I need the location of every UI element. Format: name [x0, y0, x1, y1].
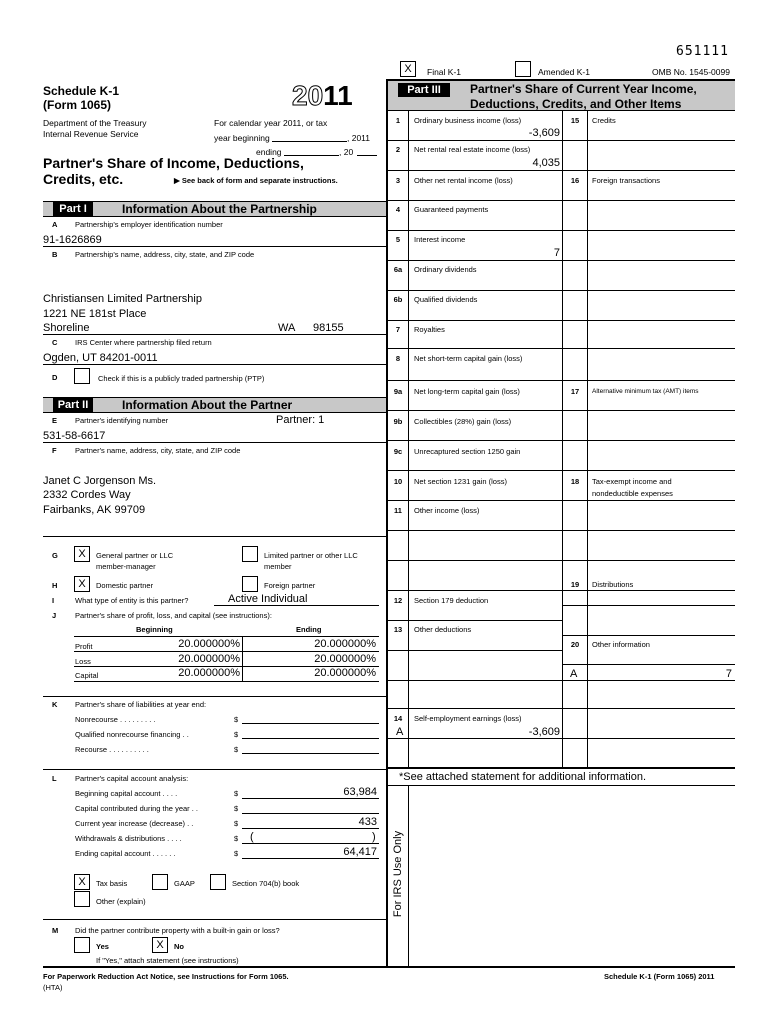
partner-street[interactable]: 2332 Cordes Way — [43, 489, 131, 501]
sec704-checkbox[interactable] — [210, 874, 226, 890]
line-14-code[interactable]: A — [396, 726, 404, 738]
tax-basis-checkbox[interactable]: X — [74, 874, 90, 890]
rule — [562, 200, 735, 201]
beginning-capital-label: Beginning capital account . . . . — [75, 789, 178, 798]
rule — [562, 440, 735, 441]
line-4-num: 4 — [395, 205, 401, 214]
beginning-capital-value[interactable]: 63,984 — [343, 786, 377, 798]
form-code: 651111 — [676, 44, 729, 59]
main-title-line1: Partner's Share of Income, Deductions, — [43, 155, 304, 171]
nonrecourse-field[interactable] — [242, 723, 379, 724]
I-letter: I — [52, 596, 55, 605]
rule — [386, 785, 735, 786]
line-18-label1: Tax-exempt income and — [592, 477, 672, 486]
line-6a-num: 6a — [393, 265, 403, 274]
B-letter: B — [52, 250, 58, 259]
partner-name[interactable]: Janet C Jorgenson Ms. — [43, 475, 157, 487]
line-13-label: Other deductions — [414, 625, 472, 634]
line-14-value[interactable]: -3,609 — [528, 726, 560, 738]
line-19-num: 19 — [570, 580, 580, 589]
part2-title: Information About the Partner — [122, 398, 293, 412]
rule — [562, 680, 735, 681]
line-8-num: 8 — [395, 354, 401, 363]
share-label: Partner's share of profit, loss, and capital (see instructions): — [75, 611, 272, 620]
profit-begin[interactable]: 20.000000% — [178, 638, 240, 650]
foreign-partner-checkbox[interactable] — [242, 576, 258, 592]
dollar-sign: $ — [234, 730, 239, 739]
dept-treasury: Department of the Treasury — [43, 118, 147, 128]
loss-end[interactable]: 20.000000% — [314, 653, 376, 665]
line-9c-num: 9c — [393, 447, 403, 456]
contributed-label: Capital contributed during the year . . — [75, 804, 198, 813]
M-letter: M — [52, 926, 59, 935]
rule — [74, 681, 379, 682]
rule — [43, 334, 386, 335]
dollar-sign: $ — [234, 849, 239, 858]
rule — [43, 216, 386, 217]
share-divider — [242, 636, 243, 681]
rule — [562, 348, 735, 349]
line-9a-num: 9a — [393, 387, 403, 396]
line-17-label: Alternative minimum tax (AMT) items — [592, 388, 699, 395]
irs-use-only-label: For IRS Use Only — [392, 830, 404, 918]
A-letter: A — [52, 220, 58, 229]
calendar-year-text: For calendar year 2011, or tax — [214, 118, 328, 128]
omb-number: OMB No. 1545-0099 — [652, 67, 730, 77]
loss-begin[interactable]: 20.000000% — [178, 653, 240, 665]
line-16-num: 16 — [570, 176, 580, 185]
line-16-label: Foreign transactions — [592, 176, 660, 185]
paren-open: ( — [250, 831, 254, 843]
rule — [43, 769, 386, 770]
tax-year-prefix: 20 — [292, 80, 324, 111]
rule — [386, 348, 562, 349]
capital-label: Capital — [75, 671, 99, 680]
partnership-state[interactable]: WA — [278, 322, 296, 334]
domestic-partner-label: Domestic partner — [96, 581, 154, 590]
line-11-num: 11 — [394, 506, 402, 515]
D-letter: D — [52, 373, 58, 382]
line-2-value[interactable]: 4,035 — [532, 157, 560, 169]
line-3-num: 3 — [395, 176, 401, 185]
rule — [386, 650, 562, 651]
rule — [562, 560, 735, 561]
rule — [74, 636, 379, 637]
part1-label: Part I — [53, 202, 93, 216]
year-beginning-field[interactable] — [272, 141, 347, 142]
E-letter: E — [52, 416, 58, 425]
capital-end[interactable]: 20.000000% — [314, 667, 376, 679]
tax-basis-label: Tax basis — [96, 879, 128, 888]
ptp-checkbox[interactable] — [74, 368, 90, 384]
rule — [386, 680, 562, 681]
rule — [43, 412, 386, 413]
line-11-label: Other income (loss) — [414, 506, 480, 515]
ein-value[interactable]: 91-1626869 — [43, 234, 102, 246]
line-13-num: 13 — [393, 625, 403, 634]
F-letter: F — [52, 446, 57, 455]
dollar-sign: $ — [234, 819, 239, 828]
line-14-num: 14 — [393, 714, 403, 723]
line-2-label: Net rental real estate income (loss) — [414, 145, 531, 154]
dollar-sign: $ — [234, 745, 239, 754]
line-9c-label: Unrecaptured section 1250 gain — [414, 447, 521, 456]
footer-rule — [43, 966, 735, 968]
partner-ssn[interactable]: 531-58-6617 — [43, 430, 106, 442]
rule — [386, 530, 562, 531]
rule — [386, 708, 735, 709]
rule — [43, 919, 386, 920]
rule — [386, 110, 735, 111]
C-letter: C — [52, 338, 58, 347]
beginning-col-header: Beginning — [136, 625, 173, 634]
part3-title-line1: Partner's Share of Current Year Income, — [470, 82, 697, 96]
line-18-num: 18 — [570, 477, 580, 486]
part1-title: Information About the Partnership — [122, 202, 317, 216]
amended-k1-label: Amended K-1 — [538, 67, 590, 77]
footer-form-name: Schedule K-1 (Form 1065) 2011 — [604, 972, 715, 981]
line-6b-num: 6b — [393, 295, 403, 304]
dollar-sign: $ — [234, 715, 239, 724]
irs-center-label: IRS Center where partnership filed return — [75, 338, 212, 347]
partner-name-label: Partner's name, address, city, state, and ZIP code — [75, 446, 241, 455]
line-4-label: Guaranteed payments — [414, 205, 489, 214]
capital-begin[interactable]: 20.000000% — [178, 667, 240, 679]
rule — [562, 530, 735, 531]
see-back-note: ▶ See back of form and separate instructions. — [174, 176, 338, 185]
partnership-zip[interactable]: 98155 — [313, 322, 344, 334]
line-12-num: 12 — [393, 596, 403, 605]
year-beginning-suffix: , 2011 — [347, 133, 371, 143]
rule — [43, 536, 386, 537]
partner-id-label: Partner's identifying number — [75, 416, 169, 425]
liabilities-label: Partner's share of liabilities at year end: — [75, 700, 207, 709]
rule — [386, 440, 562, 441]
partner-number: Partner: 1 — [276, 414, 325, 426]
line-10-label: Net section 1231 gain (loss) — [414, 477, 507, 486]
G-letter: G — [52, 551, 58, 560]
entity-type-value[interactable]: Active Individual — [228, 593, 308, 605]
H-letter: H — [52, 581, 58, 590]
rule — [562, 230, 735, 231]
rule — [562, 140, 735, 141]
line-10-num: 10 — [393, 477, 403, 486]
increase-value[interactable]: 433 — [358, 816, 377, 828]
rule — [562, 635, 735, 636]
no-label: No — [174, 942, 184, 951]
increase-label: Current year increase (decrease) . . — [75, 819, 194, 828]
part3-title-line2: Deductions, Credits, and Other Items — [470, 97, 682, 111]
ending-year-field[interactable] — [357, 155, 377, 156]
rule — [386, 260, 562, 261]
rule — [386, 500, 562, 501]
rule — [562, 500, 735, 501]
ending-suffix: , 20 — [339, 147, 354, 157]
rule — [562, 738, 735, 739]
ending-col-header: Ending — [296, 625, 322, 634]
line-19-label: Distributions — [592, 580, 634, 589]
line-9b-num: 9b — [393, 417, 403, 426]
capital-analysis-label: Partner's capital account analysis: — [75, 774, 189, 783]
withdrawals-label: Withdrawals & distributions . . . . — [75, 834, 182, 843]
rule — [562, 605, 735, 606]
recourse-label: Recourse . . . . . . . . . . — [75, 745, 149, 754]
rule — [242, 858, 379, 859]
ending-label: ending — [256, 147, 282, 157]
rule — [562, 320, 735, 321]
profit-label: Profit — [75, 642, 93, 651]
line-7-label: Royalties — [414, 325, 445, 334]
member-manager-label: member-manager — [96, 562, 156, 571]
rule — [242, 813, 379, 814]
paren-close: ) — [372, 831, 376, 843]
rule — [386, 620, 562, 621]
rule — [242, 828, 379, 829]
line-12-label: Section 179 deduction — [414, 596, 489, 605]
rule — [386, 320, 562, 321]
line-3-label: Other net rental income (loss) — [414, 176, 513, 185]
final-k1-checkbox[interactable]: X — [400, 61, 416, 77]
yes-label: Yes — [96, 942, 109, 951]
line-1-num: 1 — [395, 116, 401, 125]
line-6b-label: Qualified dividends — [414, 295, 478, 304]
line-7-num: 7 — [395, 325, 401, 334]
line-15-num: 15 — [570, 116, 580, 125]
limited-partner-checkbox[interactable] — [242, 546, 258, 562]
gaap-label: GAAP — [174, 879, 195, 888]
line-9b-label: Collectibles (28%) gain (loss) — [414, 417, 512, 426]
line-5-value[interactable]: 7 — [553, 247, 560, 259]
rule — [74, 651, 379, 652]
K-letter: K — [52, 700, 58, 709]
rule — [386, 590, 735, 591]
year-beginning-label: year beginning — [214, 133, 270, 143]
paperwork-notice: For Paperwork Reduction Act Notice, see Instructions for Form 1065. — [43, 972, 289, 981]
dollar-sign: $ — [234, 804, 239, 813]
rule — [242, 798, 379, 799]
line-18-label2: nondeductible expenses — [592, 489, 673, 498]
rule — [43, 442, 386, 443]
J-letter: J — [52, 611, 57, 620]
qualified-label: Qualified nonrecourse financing . . — [75, 730, 189, 739]
recourse-field[interactable] — [242, 753, 379, 754]
form-number: (Form 1065) — [43, 98, 112, 112]
irs-use-divider — [408, 785, 409, 966]
rule — [43, 364, 386, 365]
other-explain-label: Other (explain) — [96, 897, 146, 906]
gaap-checkbox[interactable] — [152, 874, 168, 890]
partnership-name-label: Partnership's name, address, city, state, and ZIP code — [75, 250, 255, 259]
dollar-sign: $ — [234, 789, 239, 798]
rule — [242, 843, 379, 844]
entity-type-label: What type of entity is this partner? — [75, 596, 189, 605]
tax-year-suffix: 11 — [323, 80, 353, 111]
line-20-label: Other information — [592, 640, 650, 649]
line-num-divider — [408, 110, 409, 767]
line-num-divider-right — [587, 110, 588, 767]
other-explain-checkbox[interactable] — [74, 891, 90, 907]
domestic-partner-checkbox[interactable]: X — [74, 576, 90, 592]
rule — [386, 738, 562, 739]
foreign-partner-label: Foreign partner — [264, 581, 316, 590]
rule — [386, 470, 735, 471]
part3-label: Part III — [398, 83, 450, 97]
line-2-num: 2 — [395, 145, 401, 154]
tax-year — [292, 80, 353, 112]
qualified-field[interactable] — [242, 738, 379, 739]
partnership-street[interactable]: 1221 NE 181st Place — [43, 308, 147, 320]
main-title-line2: Credits, etc. — [43, 171, 124, 187]
ending-capital-value[interactable]: 64,417 — [343, 846, 377, 858]
line-20-value[interactable]: 7 — [725, 668, 732, 680]
rule — [386, 230, 562, 231]
rule — [562, 290, 735, 291]
rule — [562, 664, 735, 665]
line-17-num: 17 — [570, 387, 580, 396]
nonrecourse-label: Nonrecourse . . . . . . . . . — [75, 715, 156, 724]
entity-type-underline — [214, 605, 379, 606]
part2-label: Part II — [53, 398, 93, 412]
line-5-label: Interest income — [414, 235, 466, 244]
rule — [386, 290, 562, 291]
member-label: member — [264, 562, 292, 571]
rule — [386, 200, 562, 201]
rule — [386, 140, 562, 141]
rule — [386, 767, 735, 769]
line-20-num: 20 — [570, 640, 580, 649]
no-checkbox[interactable]: X — [152, 937, 168, 953]
irs-center-value[interactable]: Ogden, UT 84201-0011 — [43, 352, 158, 364]
line-1-value[interactable]: -3,609 — [528, 127, 560, 139]
column-divider — [562, 110, 563, 767]
line-20-code[interactable]: A — [570, 668, 578, 680]
ptp-label: Check if this is a publicly traded partnership (PTP) — [98, 374, 265, 383]
attached-statement-note: *See attached statement for additional information. — [399, 771, 647, 783]
partner-city[interactable]: Fairbanks, AK 99709 — [43, 504, 146, 516]
line-8-label: Net short-term capital gain (loss) — [414, 354, 523, 363]
rule — [386, 380, 735, 381]
loss-label: Loss — [75, 657, 91, 666]
dollar-sign: $ — [234, 834, 239, 843]
line-14-label: Self-employment earnings (loss) — [414, 714, 522, 723]
ending-capital-label: Ending capital account . . . . . . — [75, 849, 176, 858]
partnership-city[interactable]: Shoreline — [43, 322, 90, 334]
L-letter: L — [52, 774, 57, 783]
hta-label: (HTA) — [43, 983, 63, 992]
rule — [562, 410, 735, 411]
final-k1-label: Final K-1 — [427, 67, 462, 77]
rule — [43, 696, 386, 697]
schedule-title: Schedule K-1 — [43, 84, 120, 98]
irs-label: Internal Revenue Service — [43, 129, 139, 139]
line-1-label: Ordinary business income (loss) — [414, 116, 522, 125]
rule — [562, 260, 735, 261]
general-partner-label: General partner or LLC — [96, 551, 174, 560]
line-6a-label: Ordinary dividends — [414, 265, 477, 274]
yes-checkbox[interactable] — [74, 937, 90, 953]
rule — [386, 170, 735, 171]
partnership-name[interactable]: Christiansen Limited Partnership — [43, 293, 202, 305]
rule — [43, 246, 386, 247]
attach-statement-note: If "Yes," attach statement (see instructions) — [96, 956, 239, 965]
profit-end[interactable]: 20.000000% — [314, 638, 376, 650]
line-5-num: 5 — [395, 235, 401, 244]
amended-k1-checkbox[interactable] — [515, 61, 531, 77]
ein-label: Partnership's employer identification number — [75, 220, 223, 229]
limited-partner-label: Limited partner or other LLC — [264, 551, 358, 560]
builtin-gain-label: Did the partner contribute property with a built-in gain or loss? — [75, 926, 280, 935]
sec704-label: Section 704(b) book — [232, 879, 300, 888]
line-15-label: Credits — [592, 116, 616, 125]
line-9a-label: Net long-term capital gain (loss) — [414, 387, 520, 396]
general-partner-checkbox[interactable]: X — [74, 546, 90, 562]
rule — [386, 410, 562, 411]
rule — [386, 560, 562, 561]
